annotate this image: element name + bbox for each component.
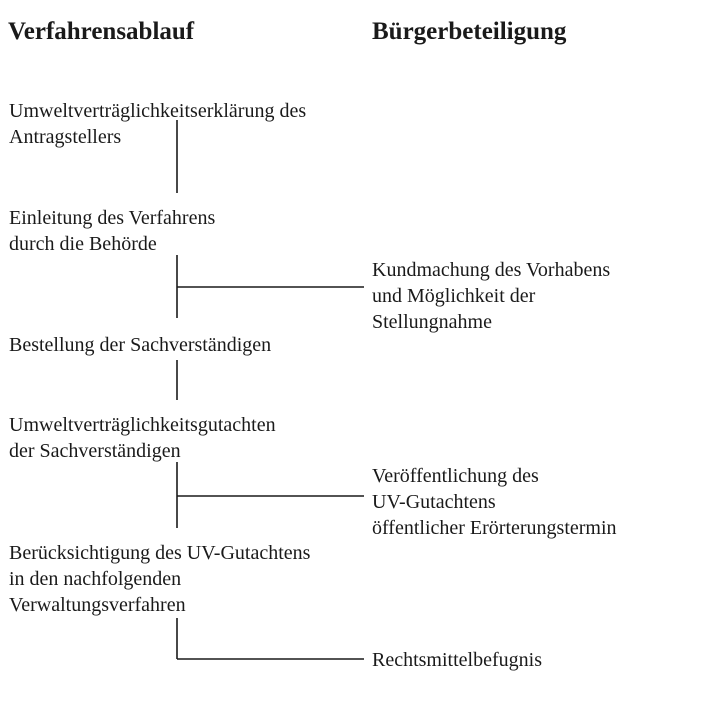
procedure-step-line: in den nachfolgenden [9,568,182,590]
participation-line: UV-Gutachtens [372,491,496,513]
procedure-step-line: Antragstellers [9,126,122,148]
procedure-step-line: Berücksichtigung des UV-Gutachtens [9,542,311,564]
procedure-step-line: Bestellung der Sachverständigen [9,334,272,356]
procedure-step-line: der Sachverständigen [9,440,181,462]
procedure-step-line: durch die Behörde [9,233,157,255]
heading-procedure: Verfahrensablauf [8,18,195,45]
procedure-step-line: Umweltverträglichkeitserklärung des [9,100,307,122]
participation-line: Kundmachung des Vorhabens [372,259,611,281]
participation-line: öffentlicher Erörterungstermin [372,517,617,539]
procedure-step-line: Umweltverträglichkeitsgutachten [9,414,276,436]
participation-line: Veröffentlichung des [372,465,539,487]
procedure-step-line: Verwaltungsverfahren [9,594,186,616]
heading-citizen-participation: Bürgerbeteiligung [372,18,567,45]
participation-line: Stellungnahme [372,311,492,333]
participation-line: Rechtsmittelbefugnis [372,649,542,671]
participation-line: und Möglichkeit der [372,285,536,307]
procedure-step-line: Einleitung des Verfahrens [9,207,216,229]
